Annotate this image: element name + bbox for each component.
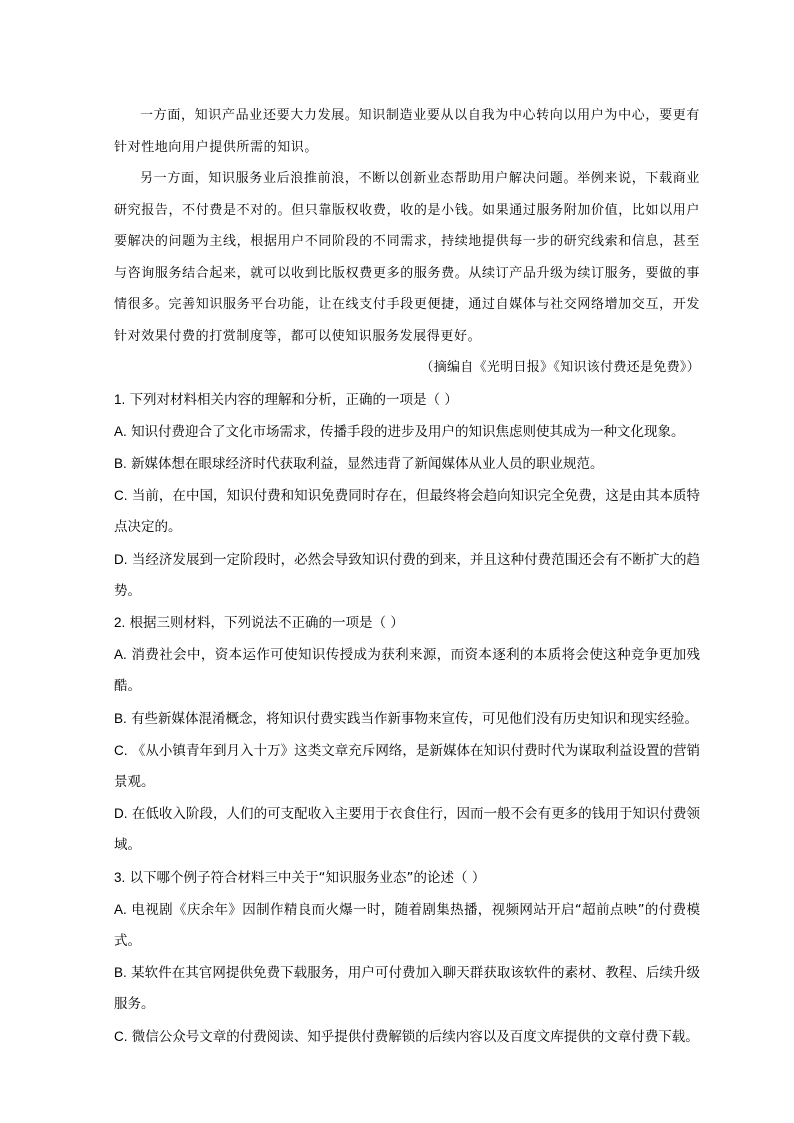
question-text: 根据三则材料，下列说法不正确的一项是（ ） [129,614,404,631]
option-text: 某软件在其官网提供免费下载服务，用户可付费加入聊天群获取该软件的素材、教程、后续升级服务。 [114,965,700,1013]
option-d [114,544,700,607]
question-1 [114,384,700,607]
passage [114,100,700,384]
option-letter: B. [114,965,127,981]
option-text: 当前，在中国，知识付费和知识免费同时存在，但最终将会趋向知识完全免费，这是由其本质特点决定的。 [114,488,701,536]
option-b [114,703,700,735]
question-stem [114,384,700,416]
question-number: 1. [114,391,126,407]
option-a [114,894,700,957]
question-3 [114,862,700,1053]
question-2 [114,607,700,862]
option-text: 有些新媒体混淆概念，将知识付费实践当作新事物来宣传，可见他们没有历史知识和现实经验。 [131,710,699,727]
option-letter: A. [114,901,127,917]
option-a [114,639,700,702]
option-letter: B. [114,455,127,471]
question-text: 下列对材料相关内容的理解和分析，正确的一项是（ ） [129,391,458,408]
document-page [114,100,700,1053]
option-text: 知识付费迎合了文化市场需求，传播手段的进步及用户的知识焦虑则使其成为一种文化现象。 [131,423,685,440]
passage-paragraph-2: 另一方面，知识服务业后浪推前浪，不断以创新业态帮助用户解决问题。举例来说，下载商业研究报告，不付费是不对的。但只靠版权收费，收的是小钱。如果通过服务附加价值，比如以用户要解决的问题为主线，根据用户不同阶段的不同需求，持续地提供每一步的研究线索和信息，甚至与咨询服务结合起来，就可以收到比版权费更多的服务费。从续订产品升级为续订服务，要做的事情很多。完善知识服务平台功能，让在线支付手段更便捷，通过自媒体与社交网络增加交互，开发针对效果付费的打赏制度等，都可以使知识服务发展得更好。 [114,171,700,344]
option-letter: B. [114,710,127,726]
option-b [114,957,700,1020]
question-stem [114,607,700,639]
question-number: 3. [114,869,126,885]
option-letter: D. [114,806,128,822]
question-text: 以下哪个例子符合材料三中关于“知识服务业态”的论述（ ） [129,869,486,886]
option-text: 新媒体想在眼球经济时代获取利益，显然违背了新闻媒体从业人员的职业规范。 [131,455,604,472]
passage-source: （摘编自《光明日报》《知识该付费还是免费》） [420,360,700,375]
option-letter: C. [114,1028,128,1044]
passage-paragraph-1: 一方面，知识产品业还要大力发展。知识制造业要从以自我为中心转向以用户为中心，要更有针对性地向用户提供所需的知识。 [114,108,700,155]
option-c [114,735,700,798]
option-a [114,416,700,448]
question-number: 2. [114,614,126,630]
question-stem [114,862,700,894]
option-letter: C. [114,488,128,504]
option-text: 消费社会中，资本运作可使知识传授成为获利来源，而资本逐利的本质将会使这种竞争更加残酷。 [114,647,700,695]
option-b [114,448,700,480]
option-text: 当经济发展到一定阶段时，必然会导致知识付费的到来，并且这种付费范围还会有不断扩大的趋势。 [114,551,701,599]
option-d [114,798,700,861]
option-c [114,1021,700,1053]
option-text: 微信公众号文章的付费阅读、知乎提供付费解锁的后续内容以及百度文库提供的文章付费下载。 [131,1028,699,1045]
option-letter: D. [114,551,128,567]
option-letter: C. [114,742,128,758]
option-letter: A. [114,647,127,663]
option-text: 《从小镇青年到月入十万》这类文章充斥网络，是新媒体在知识付费时代为谋取利益设置的营销景观。 [114,742,701,790]
option-text: 在低收入阶段，人们的可支配收入主要用于衣食住行，因而一般不会有更多的钱用于知识付费领域。 [114,806,701,854]
option-letter: A. [114,423,127,439]
option-c [114,480,700,543]
option-text: 电视剧《庆余年》因制作精良而火爆一时，随着剧集热播，视频网站开启“超前点映”的付费模式。 [114,901,700,949]
